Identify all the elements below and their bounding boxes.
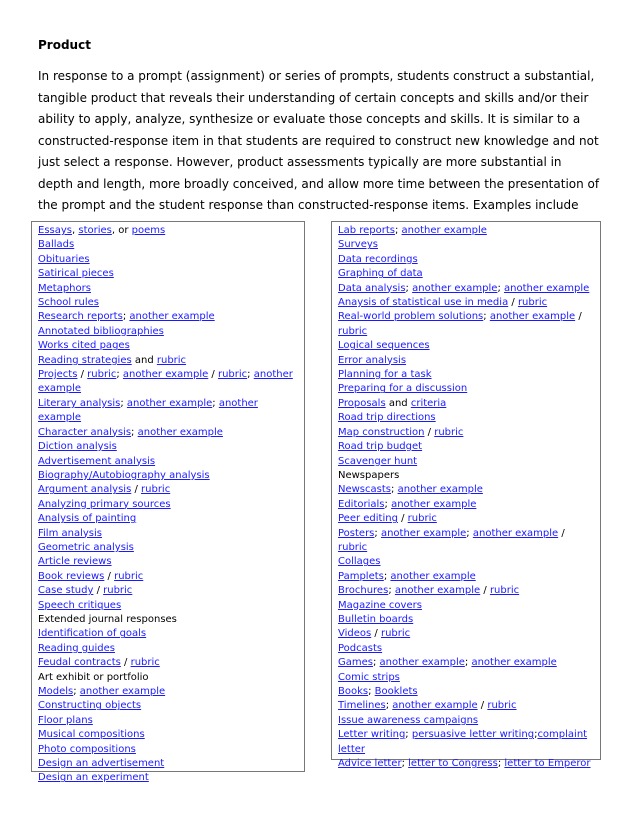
- separator-text: ;: [372, 657, 380, 669]
- example-link[interactable]: Videos: [338, 628, 372, 640]
- list-item: [338, 382, 596, 396]
- example-link[interactable]: Books: [338, 686, 369, 697]
- list-item: [338, 368, 596, 382]
- separator-text: ;: [534, 729, 538, 741]
- list-item: [338, 253, 596, 267]
- example-link[interactable]: another example: [390, 570, 476, 582]
- separator-text: /: [397, 513, 408, 525]
- example-link[interactable]: another example: [394, 585, 481, 597]
- list-item: [338, 498, 596, 512]
- list-item: [38, 253, 300, 267]
- list-item: [38, 743, 300, 757]
- list-item: [338, 527, 596, 556]
- example-link[interactable]: Metaphors: [38, 282, 91, 294]
- list-item: [338, 555, 596, 569]
- example-link[interactable]: Identification of goals: [38, 628, 147, 640]
- example-link[interactable]: letter to Congress: [408, 758, 498, 770]
- separator-text: /: [120, 657, 131, 669]
- separator-text: Extended journal responses: [38, 613, 177, 625]
- example-link[interactable]: Article reviews: [38, 556, 112, 568]
- separator-text: ;: [131, 426, 138, 438]
- example-link[interactable]: rubric: [380, 628, 411, 640]
- example-link[interactable]: rubric: [141, 484, 171, 496]
- example-link[interactable]: Reading strategies: [38, 354, 132, 366]
- list-item: [338, 757, 596, 771]
- example-link[interactable]: Annotated bibliographies: [38, 325, 164, 337]
- example-link[interactable]: Film analysis: [38, 527, 102, 539]
- example-link[interactable]: another example: [489, 311, 576, 323]
- separator-text: ;: [464, 657, 472, 669]
- separator-text: /: [371, 628, 381, 640]
- separator-text: Newspapers: [338, 469, 400, 481]
- list-item: [338, 642, 596, 656]
- examples-left-column: [31, 221, 305, 784]
- example-link[interactable]: Games: [338, 657, 373, 669]
- example-link[interactable]: letter to Emperor: [504, 758, 591, 770]
- example-link[interactable]: rubric: [130, 657, 160, 669]
- list-item: [38, 656, 300, 670]
- example-link[interactable]: another example: [401, 225, 487, 236]
- example-link[interactable]: complaint letter: [338, 729, 588, 755]
- separator-text: ;: [374, 527, 381, 539]
- list-item: [38, 613, 300, 627]
- example-link[interactable]: rubric: [217, 369, 248, 381]
- example-link[interactable]: Diction analysis: [38, 441, 117, 453]
- example-link[interactable]: School rules: [38, 297, 99, 309]
- separator-text: ;: [122, 311, 130, 323]
- example-link[interactable]: another example: [379, 657, 465, 669]
- separator-text: ;: [401, 758, 409, 770]
- example-link[interactable]: Satirical pieces: [38, 268, 114, 280]
- list-item: [338, 238, 596, 252]
- example-link[interactable]: Logical sequences: [338, 340, 430, 352]
- example-link[interactable]: another example: [129, 311, 215, 323]
- list-item: [338, 440, 596, 454]
- separator-text: ;: [394, 225, 402, 236]
- example-link[interactable]: Bulletin boards: [338, 613, 414, 625]
- separator-text: ;: [483, 311, 490, 323]
- example-link[interactable]: another example: [137, 426, 223, 438]
- separator-text: ,: [72, 225, 79, 236]
- example-link[interactable]: rubric: [407, 513, 437, 525]
- separator-text: /: [480, 585, 490, 597]
- list-item: [38, 397, 300, 426]
- example-link[interactable]: rubric: [338, 541, 368, 553]
- example-link[interactable]: Proposals: [338, 397, 386, 409]
- separator-text: ;: [497, 758, 505, 770]
- list-item: [38, 224, 300, 238]
- separator-text: ;: [466, 527, 473, 539]
- example-link[interactable]: Posters: [338, 527, 375, 539]
- intro-paragraph: In response to a prompt (assignment) or series of prompts, students construct a substantial, tangible product that reveals their understanding of certain concepts and skills and/or their ability to apply, analyze, synthesize or evaluate those concepts and skills. It is similar to a constructed-response item in that students are required to construct new knowledge and not just select a response. However, product assessments typically are more substantial in depth and length, more broadly conceived, and allow more time between the presentation of the prompt and the student response than constructed-response items. Examples include: [38, 69, 600, 212]
- example-link[interactable]: another example: [504, 282, 590, 294]
- example-link[interactable]: poems: [131, 225, 166, 236]
- separator-text: ;: [368, 686, 375, 697]
- example-link[interactable]: Research reports: [38, 311, 123, 323]
- list-item: [38, 699, 300, 713]
- example-link[interactable]: another example: [380, 527, 467, 539]
- example-link[interactable]: Constructing objects: [38, 700, 142, 712]
- list-item: [338, 469, 596, 483]
- separator-text: ;: [116, 369, 123, 381]
- example-link[interactable]: rubric: [87, 369, 117, 381]
- list-item: [338, 224, 596, 238]
- list-item: [338, 411, 596, 425]
- list-item: [38, 714, 300, 728]
- example-link[interactable]: another example: [412, 282, 498, 294]
- example-link[interactable]: another example: [391, 498, 477, 510]
- example-link[interactable]: another example: [471, 657, 557, 669]
- list-item: [38, 426, 300, 440]
- list-item: [38, 469, 300, 483]
- list-item: [38, 599, 300, 613]
- example-link[interactable]: criteria: [410, 397, 447, 409]
- list-item: [338, 512, 596, 526]
- example-link[interactable]: Editorials: [338, 498, 385, 510]
- example-link[interactable]: Anaysis of statistical use in media: [338, 297, 509, 309]
- separator-text: /: [424, 426, 435, 438]
- list-item: [38, 498, 300, 512]
- example-link[interactable]: Scavenger hunt: [338, 455, 418, 467]
- list-item: [38, 354, 300, 368]
- example-link[interactable]: another example: [79, 686, 166, 697]
- example-link[interactable]: Feudal contracts: [38, 657, 121, 669]
- list-item: [338, 613, 596, 627]
- list-item: [38, 296, 300, 310]
- example-link[interactable]: Error analysis: [338, 354, 407, 366]
- example-link[interactable]: Graphing of data: [338, 268, 423, 280]
- example-link[interactable]: Models: [38, 686, 74, 697]
- list-item: [338, 483, 596, 497]
- example-link[interactable]: Photo compositions: [38, 743, 136, 755]
- list-item: [338, 354, 596, 368]
- list-item: [38, 671, 300, 685]
- list-item: [38, 642, 300, 656]
- list-item: [338, 570, 596, 584]
- list-item: [338, 599, 596, 613]
- example-link[interactable]: Analysis of painting: [38, 513, 137, 525]
- list-item: [38, 771, 300, 785]
- list-item: [38, 570, 300, 584]
- separator-text: ;: [405, 729, 412, 741]
- list-item: [338, 728, 596, 757]
- example-link[interactable]: Magazine covers: [338, 599, 422, 611]
- example-link[interactable]: Road trip directions: [338, 412, 436, 424]
- list-item: [338, 267, 596, 281]
- example-link[interactable]: Preparing for a discussion: [338, 383, 468, 395]
- example-link[interactable]: Argument analysis: [38, 484, 132, 496]
- example-link[interactable]: Character analysis: [38, 426, 132, 438]
- example-link[interactable]: Essays: [38, 225, 72, 236]
- separator-text: ;: [120, 397, 127, 409]
- separator-text: ;: [388, 585, 395, 597]
- separator-text: /: [104, 570, 115, 582]
- list-item: [338, 282, 596, 296]
- example-link[interactable]: Advice letter: [338, 758, 402, 770]
- example-link[interactable]: Case study: [38, 585, 94, 597]
- example-link[interactable]: Book reviews: [38, 570, 105, 582]
- list-item: [338, 656, 596, 670]
- example-link[interactable]: rubric: [338, 325, 368, 337]
- separator-text: ;: [383, 570, 391, 582]
- example-link[interactable]: another example: [126, 397, 213, 409]
- example-link[interactable]: Lab reports: [338, 225, 395, 236]
- list-item: [338, 699, 596, 713]
- example-link[interactable]: Brochures: [338, 585, 389, 597]
- example-link[interactable]: Timelines: [338, 700, 386, 712]
- examples-right-column: [331, 221, 601, 770]
- separator-text: /: [77, 369, 88, 381]
- example-link[interactable]: Collages: [338, 556, 381, 568]
- list-item: [38, 757, 300, 771]
- example-link[interactable]: rubric: [517, 297, 548, 309]
- separator-text: Art exhibit or portfolio: [38, 671, 149, 683]
- list-item: [38, 282, 300, 296]
- example-link[interactable]: another example: [392, 700, 478, 712]
- example-link[interactable]: Floor plans: [38, 714, 93, 726]
- list-item: [38, 685, 300, 699]
- example-link[interactable]: Issue awareness campaigns: [338, 714, 479, 726]
- list-item: [38, 440, 300, 454]
- separator-text: /: [93, 585, 104, 597]
- list-item: [338, 671, 596, 685]
- page-heading: Product: [38, 38, 91, 52]
- list-item: [338, 714, 596, 728]
- example-link[interactable]: Data recordings: [338, 253, 418, 265]
- example-link[interactable]: stories: [78, 225, 112, 236]
- list-item: [338, 397, 596, 411]
- example-link[interactable]: rubric: [156, 354, 187, 366]
- list-item: [38, 238, 300, 252]
- example-link[interactable]: Advertisement analysis: [38, 455, 156, 467]
- example-link[interactable]: Planning for a task: [338, 369, 432, 381]
- list-item: [38, 512, 300, 526]
- example-link[interactable]: Ballads: [38, 239, 75, 251]
- example-link[interactable]: Pamplets: [338, 570, 384, 582]
- separator-text: /: [575, 311, 582, 323]
- list-item: [338, 339, 596, 353]
- list-item: [38, 555, 300, 569]
- example-link[interactable]: another example: [38, 397, 258, 424]
- separator-text: and: [131, 354, 157, 366]
- example-link[interactable]: Analyzing primary sources: [38, 498, 171, 510]
- list-item: [38, 627, 300, 641]
- example-link[interactable]: Reading guides: [38, 642, 115, 654]
- list-item: [338, 584, 596, 598]
- example-link[interactable]: another example: [397, 484, 483, 496]
- separator-text: and: [385, 397, 411, 409]
- list-item: [338, 627, 596, 641]
- example-link[interactable]: Design an advertisement: [38, 758, 165, 770]
- example-link[interactable]: another example: [122, 369, 209, 381]
- example-link[interactable]: Road trip budget: [338, 441, 423, 453]
- list-item: [338, 685, 596, 699]
- example-link[interactable]: Comic strips: [338, 671, 400, 683]
- example-link[interactable]: rubric: [487, 700, 517, 712]
- separator-text: ;: [73, 686, 80, 697]
- separator-text: ;: [212, 397, 219, 409]
- list-item: [38, 455, 300, 469]
- example-link[interactable]: another example: [472, 527, 559, 539]
- list-item: [38, 339, 300, 353]
- list-item: [38, 527, 300, 541]
- example-link[interactable]: Booklets: [374, 686, 418, 697]
- separator-text: /: [208, 369, 218, 381]
- example-link[interactable]: Letter writing: [338, 729, 406, 741]
- list-item: [38, 267, 300, 281]
- separator-text: ;: [247, 369, 254, 381]
- example-link[interactable]: Works cited pages: [38, 340, 130, 352]
- list-item: [38, 483, 300, 497]
- separator-text: /: [508, 297, 518, 309]
- example-link[interactable]: rubric: [434, 426, 464, 438]
- example-link[interactable]: Data analysis: [338, 282, 406, 294]
- separator-text: , or: [111, 225, 132, 236]
- example-link[interactable]: Peer editing: [338, 513, 398, 525]
- list-item: [338, 296, 596, 310]
- example-link[interactable]: Literary analysis: [38, 397, 121, 409]
- list-item: [38, 325, 300, 339]
- separator-text: ;: [385, 700, 393, 712]
- example-link[interactable]: rubric: [114, 570, 144, 582]
- list-item: [338, 310, 596, 339]
- example-link[interactable]: another example: [38, 369, 293, 395]
- example-link[interactable]: persuasive letter writing: [411, 729, 535, 741]
- example-link[interactable]: rubric: [103, 585, 133, 597]
- example-link[interactable]: Geometric analysis: [38, 541, 134, 553]
- separator-text: /: [131, 484, 142, 496]
- example-link[interactable]: Design an experiment: [38, 772, 149, 784]
- separator-text: ;: [497, 282, 504, 294]
- example-link[interactable]: Podcasts: [338, 642, 383, 654]
- separator-text: /: [477, 700, 488, 712]
- list-item: [38, 541, 300, 555]
- separator-text: ;: [405, 282, 413, 294]
- list-item: [338, 455, 596, 469]
- example-link[interactable]: rubric: [489, 585, 520, 597]
- example-link[interactable]: Speech critiques: [38, 599, 122, 611]
- separator-text: ;: [384, 498, 392, 510]
- example-link[interactable]: Map construction: [338, 426, 425, 438]
- example-link[interactable]: Surveys: [338, 239, 378, 251]
- list-item: [338, 426, 596, 440]
- example-link[interactable]: Real-world problem solutions: [338, 311, 484, 323]
- example-link[interactable]: Newscasts: [338, 484, 391, 496]
- list-item: [38, 728, 300, 742]
- list-item: [38, 368, 300, 397]
- list-item: [38, 310, 300, 324]
- separator-text: ;: [391, 484, 398, 496]
- example-link[interactable]: Biography/Autobiography analysis: [38, 469, 210, 481]
- separator-text: /: [558, 527, 565, 539]
- example-link[interactable]: Projects: [38, 369, 78, 381]
- list-item: [38, 584, 300, 598]
- example-link[interactable]: Obituaries: [38, 253, 90, 265]
- example-link[interactable]: Musical compositions: [38, 729, 145, 741]
